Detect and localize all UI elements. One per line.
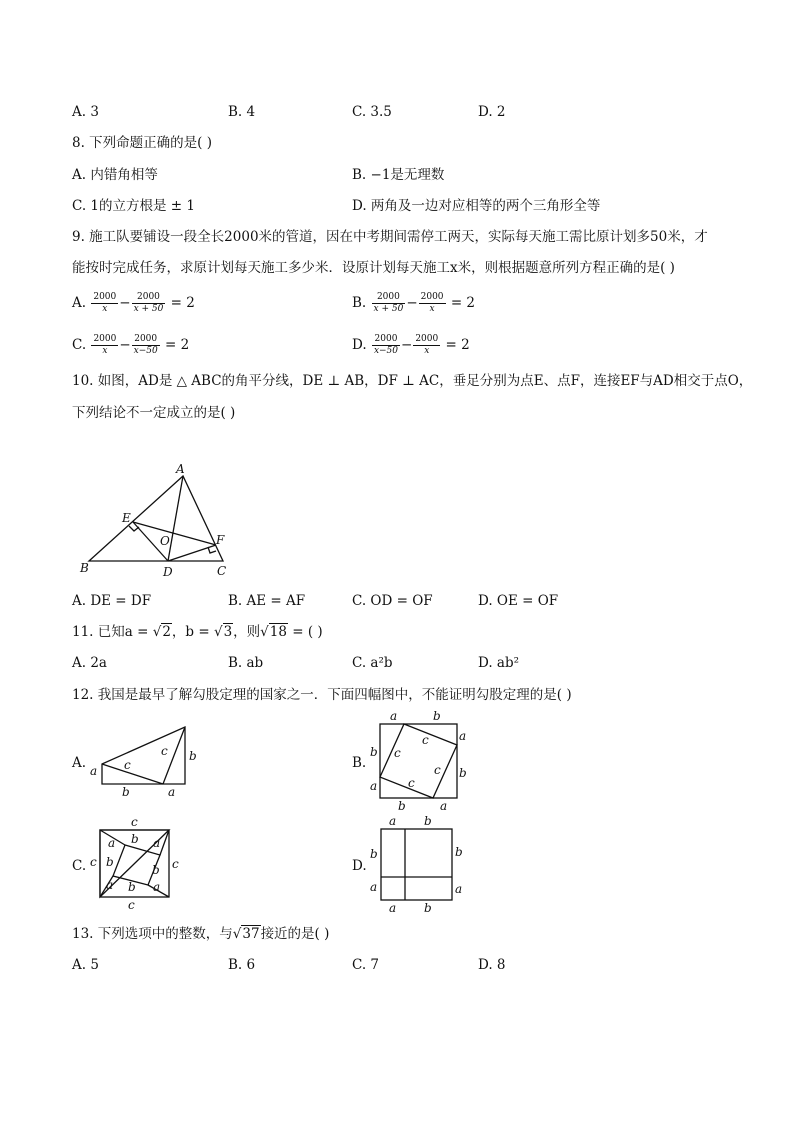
minus-sign: − [119,337,131,353]
label-e: E [122,511,131,525]
q13-stem-suffix: 接近的是( ) [260,926,330,942]
fig-c-top-c: c [131,815,138,829]
numerator: 2000 [93,334,117,344]
denominator: x [102,304,108,314]
fig-c-bottom-c: c [128,898,135,912]
numerator: 2000 [420,292,444,302]
q9-stem-line1: 9. 施工队要铺设一段全长2000米的管道，因在中考期间需停工两天，实际每天施工需比原计划多50米，才 [72,229,708,245]
fig-d-left-a: a [370,880,378,894]
q13-option-d[interactable]: D. 8 [478,957,506,973]
equals-two: = 2 [165,337,190,353]
fig-d-left-b: b [370,847,378,861]
fig-b-inner-c2: c [434,763,441,777]
q7-option-b[interactable]: B. 4 [228,104,256,120]
q8-option-b[interactable]: B. −1是无理数 [352,167,445,183]
fig-b-top-a: a [390,709,398,723]
numerator: 2000 [132,292,166,304]
q9-option-b-label: B. [352,295,367,311]
fig-d-right-b: b [455,845,463,859]
fig-a-label-a2: a [168,785,176,799]
fig-d-bottom-b: b [424,901,432,915]
q11-stem-then: ，则 [233,624,261,640]
fig-d-bottom-a: a [389,901,397,915]
fig-c-inner-a1: a [108,836,116,850]
q11-stem-mid: ，b = [171,624,214,640]
sqrt-sign: √ [260,624,269,640]
label-o: O [160,534,170,548]
q11-stem-end: = ( ) [287,624,323,640]
numerator: 2000 [372,334,400,346]
q11-option-d[interactable]: D. ab² [478,655,520,671]
denominator: x−50 [373,346,399,356]
fig-b-top-b: b [433,709,441,723]
q10-option-b[interactable]: B. AE = AF [228,593,306,609]
figure-a-trapezoid [102,727,185,784]
equals-two: = 2 [445,337,470,353]
fig-a-label-c1: c [124,758,131,772]
fig-a-label-b2: b [122,785,130,799]
q10-stem-line2: 下列结论不一定成立的是( ) [72,405,236,421]
fig-c-inner-a3: a [106,878,114,892]
fig-a-label-b1: b [189,749,197,763]
q13-option-a[interactable]: A. 5 [72,957,99,973]
equals-two: = 2 [450,295,476,311]
label-b: B [80,561,89,575]
q11-option-b[interactable]: B. ab [228,655,264,671]
denominator: x [424,346,430,356]
q9-option-d-label: D. [352,337,367,353]
fig-d-top-a: a [389,814,397,828]
q12-option-d-label[interactable]: D. [352,858,367,874]
minus-sign: − [406,295,418,311]
denominator: x−50 [133,346,158,356]
q8-option-a[interactable]: A. 内错角相等 [72,167,158,183]
q13-stem [72,925,329,943]
fig-b-right-b: b [459,766,467,780]
q12-stem: 12. 我国是最早了解勾股定理的国家之一．下面四幅图中，不能证明勾股定理的是( ) [72,687,572,703]
q9-option-a-label: A. [72,295,87,311]
denominator: x + 50 [133,304,164,314]
sqrt-sign: √ [232,926,242,942]
sqrt-sign: √ [152,624,162,640]
q11-stem-prefix: 11. 已知a = [72,624,153,640]
q9-stem-line2: 能按时完成任务，求原计划每天施工多少米．设原计划每天施工x米，则根据题意所列方程正确的是( ) [72,260,675,276]
fig-c-inner-b3: b [152,863,160,877]
figure-b-square [380,724,457,798]
q7-option-d[interactable]: D. 2 [478,104,506,120]
q11-option-a[interactable]: A. 2a [72,655,107,671]
equals-two: = 2 [170,295,195,311]
fig-c-right-c: c [172,857,179,871]
q10-option-c[interactable]: C. OD = OF [352,593,433,609]
label-a: A [176,462,185,476]
fig-c-inner-a4: a [153,880,161,894]
radicand-18: 18 [269,624,287,640]
numerator: 2000 [415,334,439,344]
fig-b-bottom-b: b [398,799,406,813]
minus-sign: − [401,337,413,353]
fig-b-left-a: a [370,779,378,793]
fig-c-inner-b1: b [131,832,139,846]
numerator: 2000 [93,292,117,302]
fig-b-bottom-a: a [440,799,448,813]
fig-c-inner-a2: a [153,836,161,850]
q10-option-d[interactable]: D. OE = OF [478,593,559,609]
q13-option-c[interactable]: C. 7 [352,957,380,973]
numerator: 2000 [132,334,160,346]
q8-option-c[interactable]: C. 1的立方根是 ± 1 [72,198,196,214]
q7-option-c[interactable]: C. 3.5 [352,104,392,120]
q12-option-b-label[interactable]: B. [352,755,367,771]
q8-stem: 8. 下列命题正确的是( ) [72,135,212,151]
label-d: D [163,565,173,579]
denominator: x [102,346,108,356]
q13-stem-prefix: 13. 下列选项中的整数，与 [72,926,233,942]
q11-option-c[interactable]: C. a²b [352,655,393,671]
q10-option-a[interactable]: A. DE = DF [72,593,152,609]
fig-b-inner-c4: c [394,746,401,760]
label-f: F [216,533,225,547]
radicand-b: 3 [223,624,233,640]
fig-b-inner-c3: c [408,776,415,790]
fig-d-right-a: a [455,882,463,896]
radicand-37: 37 [242,926,260,942]
figure-d-square [381,829,452,900]
label-c: C [217,564,227,578]
q9-option-c-label: C. [72,337,87,353]
sqrt-sign: √ [213,624,223,640]
q8-option-d[interactable]: D. 两角及一边对应相等的两个三角形全等 [352,198,601,214]
denominator: x + 50 [373,304,404,314]
numerator: 2000 [372,292,406,304]
fig-b-left-b: b [370,745,378,759]
fig-b-inner-c1: c [422,733,429,747]
fig-c-inner-b4: b [128,880,136,894]
q12-option-c-label[interactable]: C. [72,858,87,874]
fig-c-left-c: c [90,855,97,869]
denominator: x [429,304,435,314]
minus-sign: − [119,295,131,311]
q7-option-a[interactable]: A. 3 [72,104,99,120]
fig-c-inner-b2: b [106,855,114,869]
fig-b-right-a: a [459,729,467,743]
fig-d-top-b: b [424,814,432,828]
fig-a-label-a1: a [90,764,98,778]
radicand-a: 2 [162,624,171,640]
q13-option-b[interactable]: B. 6 [228,957,256,973]
fig-a-label-c2: c [161,744,168,758]
q10-stem-line1: 10. 如图，AD是 △ ABC的角平分线，DE ⊥ AB，DF ⊥ AC，垂足分别为点E、点F，连接EF与AD相交于点O， [72,373,753,389]
q12-option-a-label[interactable]: A. [72,755,87,771]
